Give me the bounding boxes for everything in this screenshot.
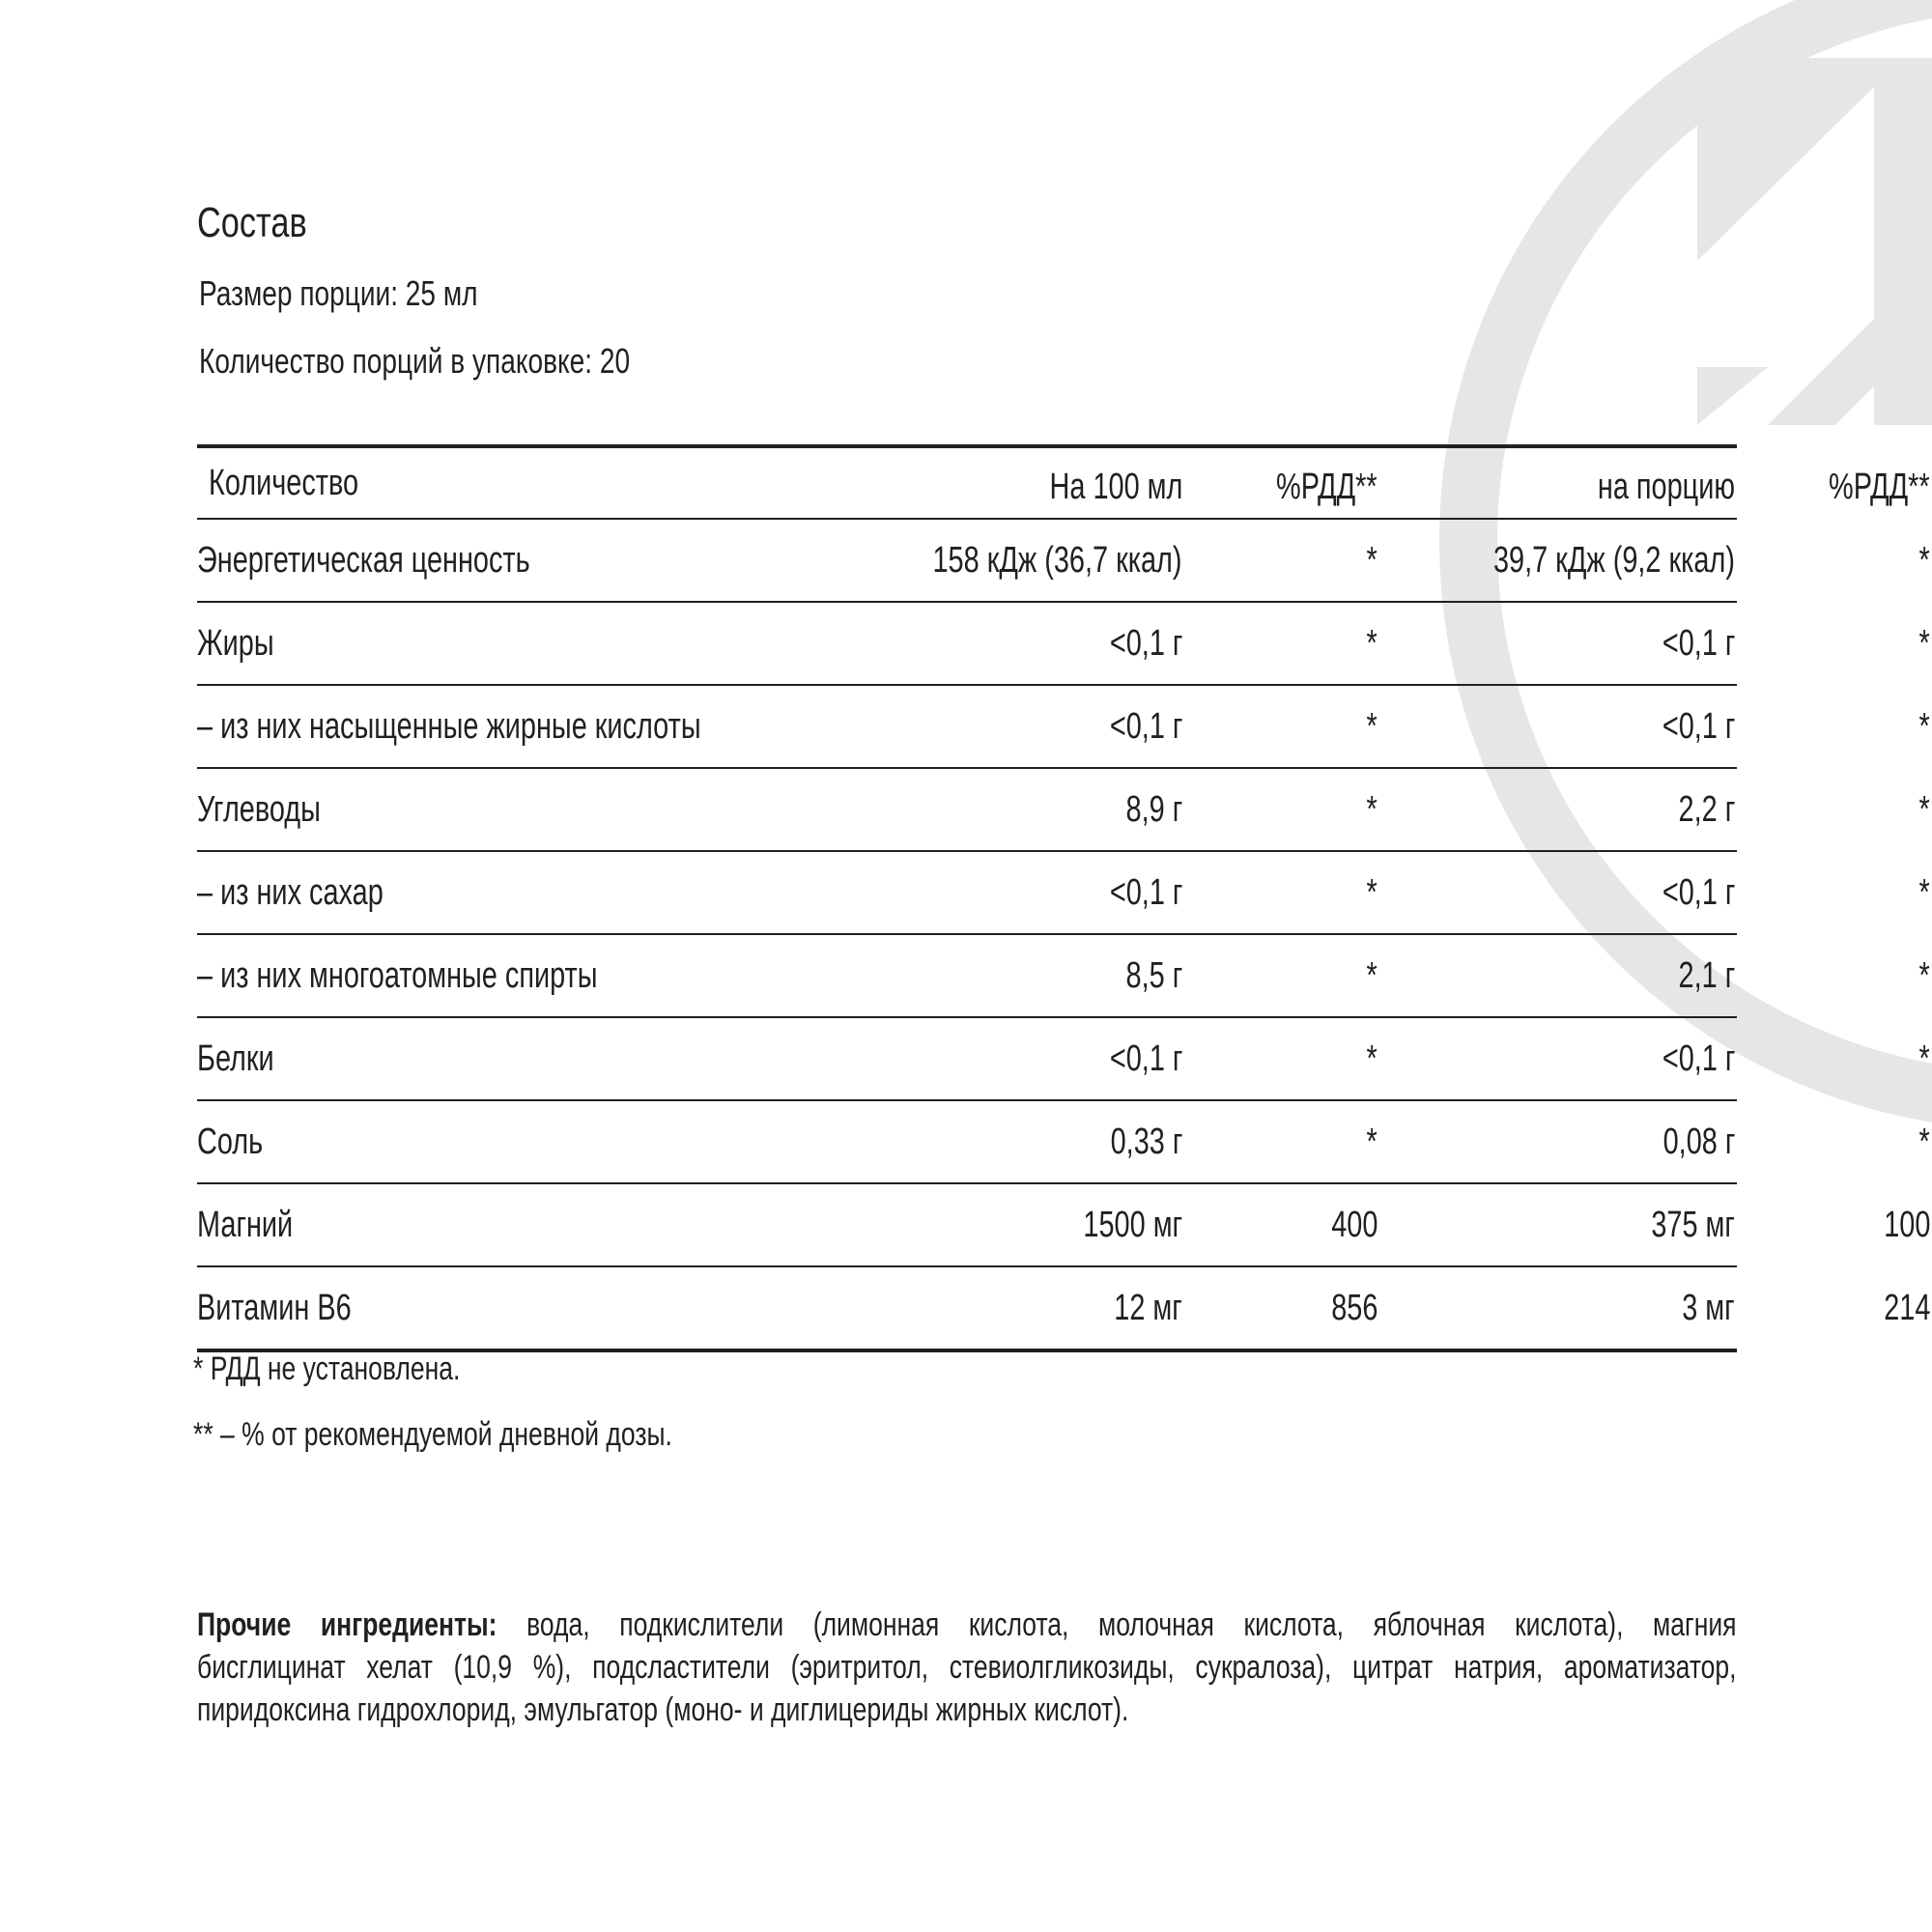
- value-per-100ml: <0,1 г: [1109, 871, 1182, 913]
- nutrient-name: Витамин B6: [197, 1287, 352, 1328]
- ingredients-line-2: бисглицинат хелат (10,9 %), подсластители (эритритол, стевиолгликозиды, сукралоза), цитрат натрия, ароматизатор,: [197, 1649, 1737, 1686]
- rdd-per-100ml: *: [1366, 539, 1378, 581]
- rdd-per-100ml: *: [1366, 1037, 1378, 1079]
- rdd-per-100ml: *: [1366, 954, 1378, 996]
- rdd-per-serving: *: [1918, 622, 1930, 664]
- header-per-serving: на порцию: [1597, 466, 1735, 507]
- table-row: [197, 1099, 1930, 1182]
- value-per-serving: 0,08 г: [1662, 1121, 1735, 1162]
- rdd-per-serving: *: [1918, 954, 1930, 996]
- table-row: [197, 850, 1930, 933]
- footnote-rdd-not-set: * РДД не установлена.: [193, 1350, 461, 1387]
- table-row: [197, 684, 1930, 767]
- other-ingredients: [197, 1604, 1737, 1731]
- value-per-serving: 2,1 г: [1678, 954, 1735, 996]
- rdd-per-100ml: *: [1366, 622, 1378, 664]
- header-per-100ml: На 100 мл: [1049, 466, 1182, 507]
- table-row: [197, 518, 1930, 601]
- value-per-serving: <0,1 г: [1662, 705, 1735, 747]
- rdd-per-serving: *: [1918, 788, 1930, 830]
- table-row: [197, 1265, 1930, 1349]
- nutrient-name: Углеводы: [197, 788, 321, 830]
- table-header-row: [197, 448, 1930, 518]
- rdd-per-serving: *: [1918, 871, 1930, 913]
- value-per-100ml: 1500 мг: [1083, 1204, 1182, 1245]
- ingredients-line-3: пиридоксина гидрохлорид, эмульгатор (моно- и диглицериды жирных кислот).: [197, 1691, 1129, 1728]
- value-per-100ml: 8,5 г: [1125, 954, 1182, 996]
- value-per-serving: 375 мг: [1651, 1204, 1735, 1245]
- nutrient-name: Белки: [197, 1037, 274, 1079]
- nutrient-name: – из них насыщенные жирные кислоты: [197, 705, 701, 747]
- table-body: [197, 518, 1930, 1349]
- value-per-100ml: 158 кДж (36,7 ккал): [932, 539, 1182, 581]
- rdd-per-100ml: *: [1366, 871, 1378, 913]
- value-per-serving: <0,1 г: [1662, 622, 1735, 664]
- rdd-per-serving: *: [1918, 705, 1930, 747]
- nutrient-name: Соль: [197, 1121, 264, 1162]
- rdd-per-100ml: 856: [1330, 1287, 1378, 1328]
- rdd-per-serving: *: [1918, 1037, 1930, 1079]
- footnote-rdd-definition: ** – % от рекомендуемой дневной дозы.: [193, 1416, 672, 1453]
- value-per-100ml: 0,33 г: [1110, 1121, 1182, 1162]
- value-per-serving: 3 мг: [1682, 1287, 1735, 1328]
- nutrient-name: Жиры: [197, 622, 274, 664]
- servings-per-pack: Количество порций в упаковке: 20: [199, 341, 631, 381]
- rdd-per-serving: 214: [1883, 1287, 1930, 1328]
- value-per-100ml: 8,9 г: [1125, 788, 1182, 830]
- rdd-per-serving: *: [1918, 539, 1930, 581]
- header-rdd-serving: %РДД**: [1829, 466, 1930, 507]
- nutrient-name: Магний: [197, 1204, 294, 1245]
- page-title: Состав: [197, 199, 307, 246]
- table-row: [197, 933, 1930, 1016]
- rdd-per-100ml: *: [1366, 1121, 1378, 1162]
- table-row: [197, 601, 1930, 684]
- nutrient-name: – из них сахар: [197, 871, 384, 913]
- rdd-per-serving: *: [1918, 1121, 1930, 1162]
- nutrition-table: [197, 444, 1930, 1352]
- value-per-100ml: <0,1 г: [1109, 705, 1182, 747]
- serving-size: Размер порции: 25 мл: [199, 273, 478, 313]
- header-quantity: Количество: [209, 462, 359, 503]
- nutrient-name: – из них многоатомные спирты: [197, 954, 598, 996]
- value-per-serving: <0,1 г: [1662, 871, 1735, 913]
- header-rdd-100ml: %РДД**: [1276, 466, 1378, 507]
- rdd-per-100ml: 400: [1330, 1204, 1378, 1245]
- value-per-serving: 39,7 кДж (9,2 ккал): [1493, 539, 1735, 581]
- value-per-100ml: <0,1 г: [1109, 1037, 1182, 1079]
- table-row: [197, 767, 1930, 850]
- rdd-per-100ml: *: [1366, 705, 1378, 747]
- nutrient-name: Энергетическая ценность: [197, 539, 530, 581]
- value-per-serving: <0,1 г: [1662, 1037, 1735, 1079]
- value-per-100ml: <0,1 г: [1109, 622, 1182, 664]
- table-row: [197, 1016, 1930, 1099]
- value-per-serving: 2,2 г: [1678, 788, 1735, 830]
- table-row: [197, 1182, 1930, 1265]
- ingredients-line-1: Прочие ингредиенты: вода, подкислители (лимонная кислота, молочная кислота, яблочная кислота), магния: [197, 1606, 1737, 1643]
- rdd-per-serving: 100: [1883, 1204, 1930, 1245]
- value-per-100ml: 12 мг: [1114, 1287, 1182, 1328]
- rdd-per-100ml: *: [1366, 788, 1378, 830]
- ingredients-label: Прочие ингредиенты:: [197, 1606, 497, 1643]
